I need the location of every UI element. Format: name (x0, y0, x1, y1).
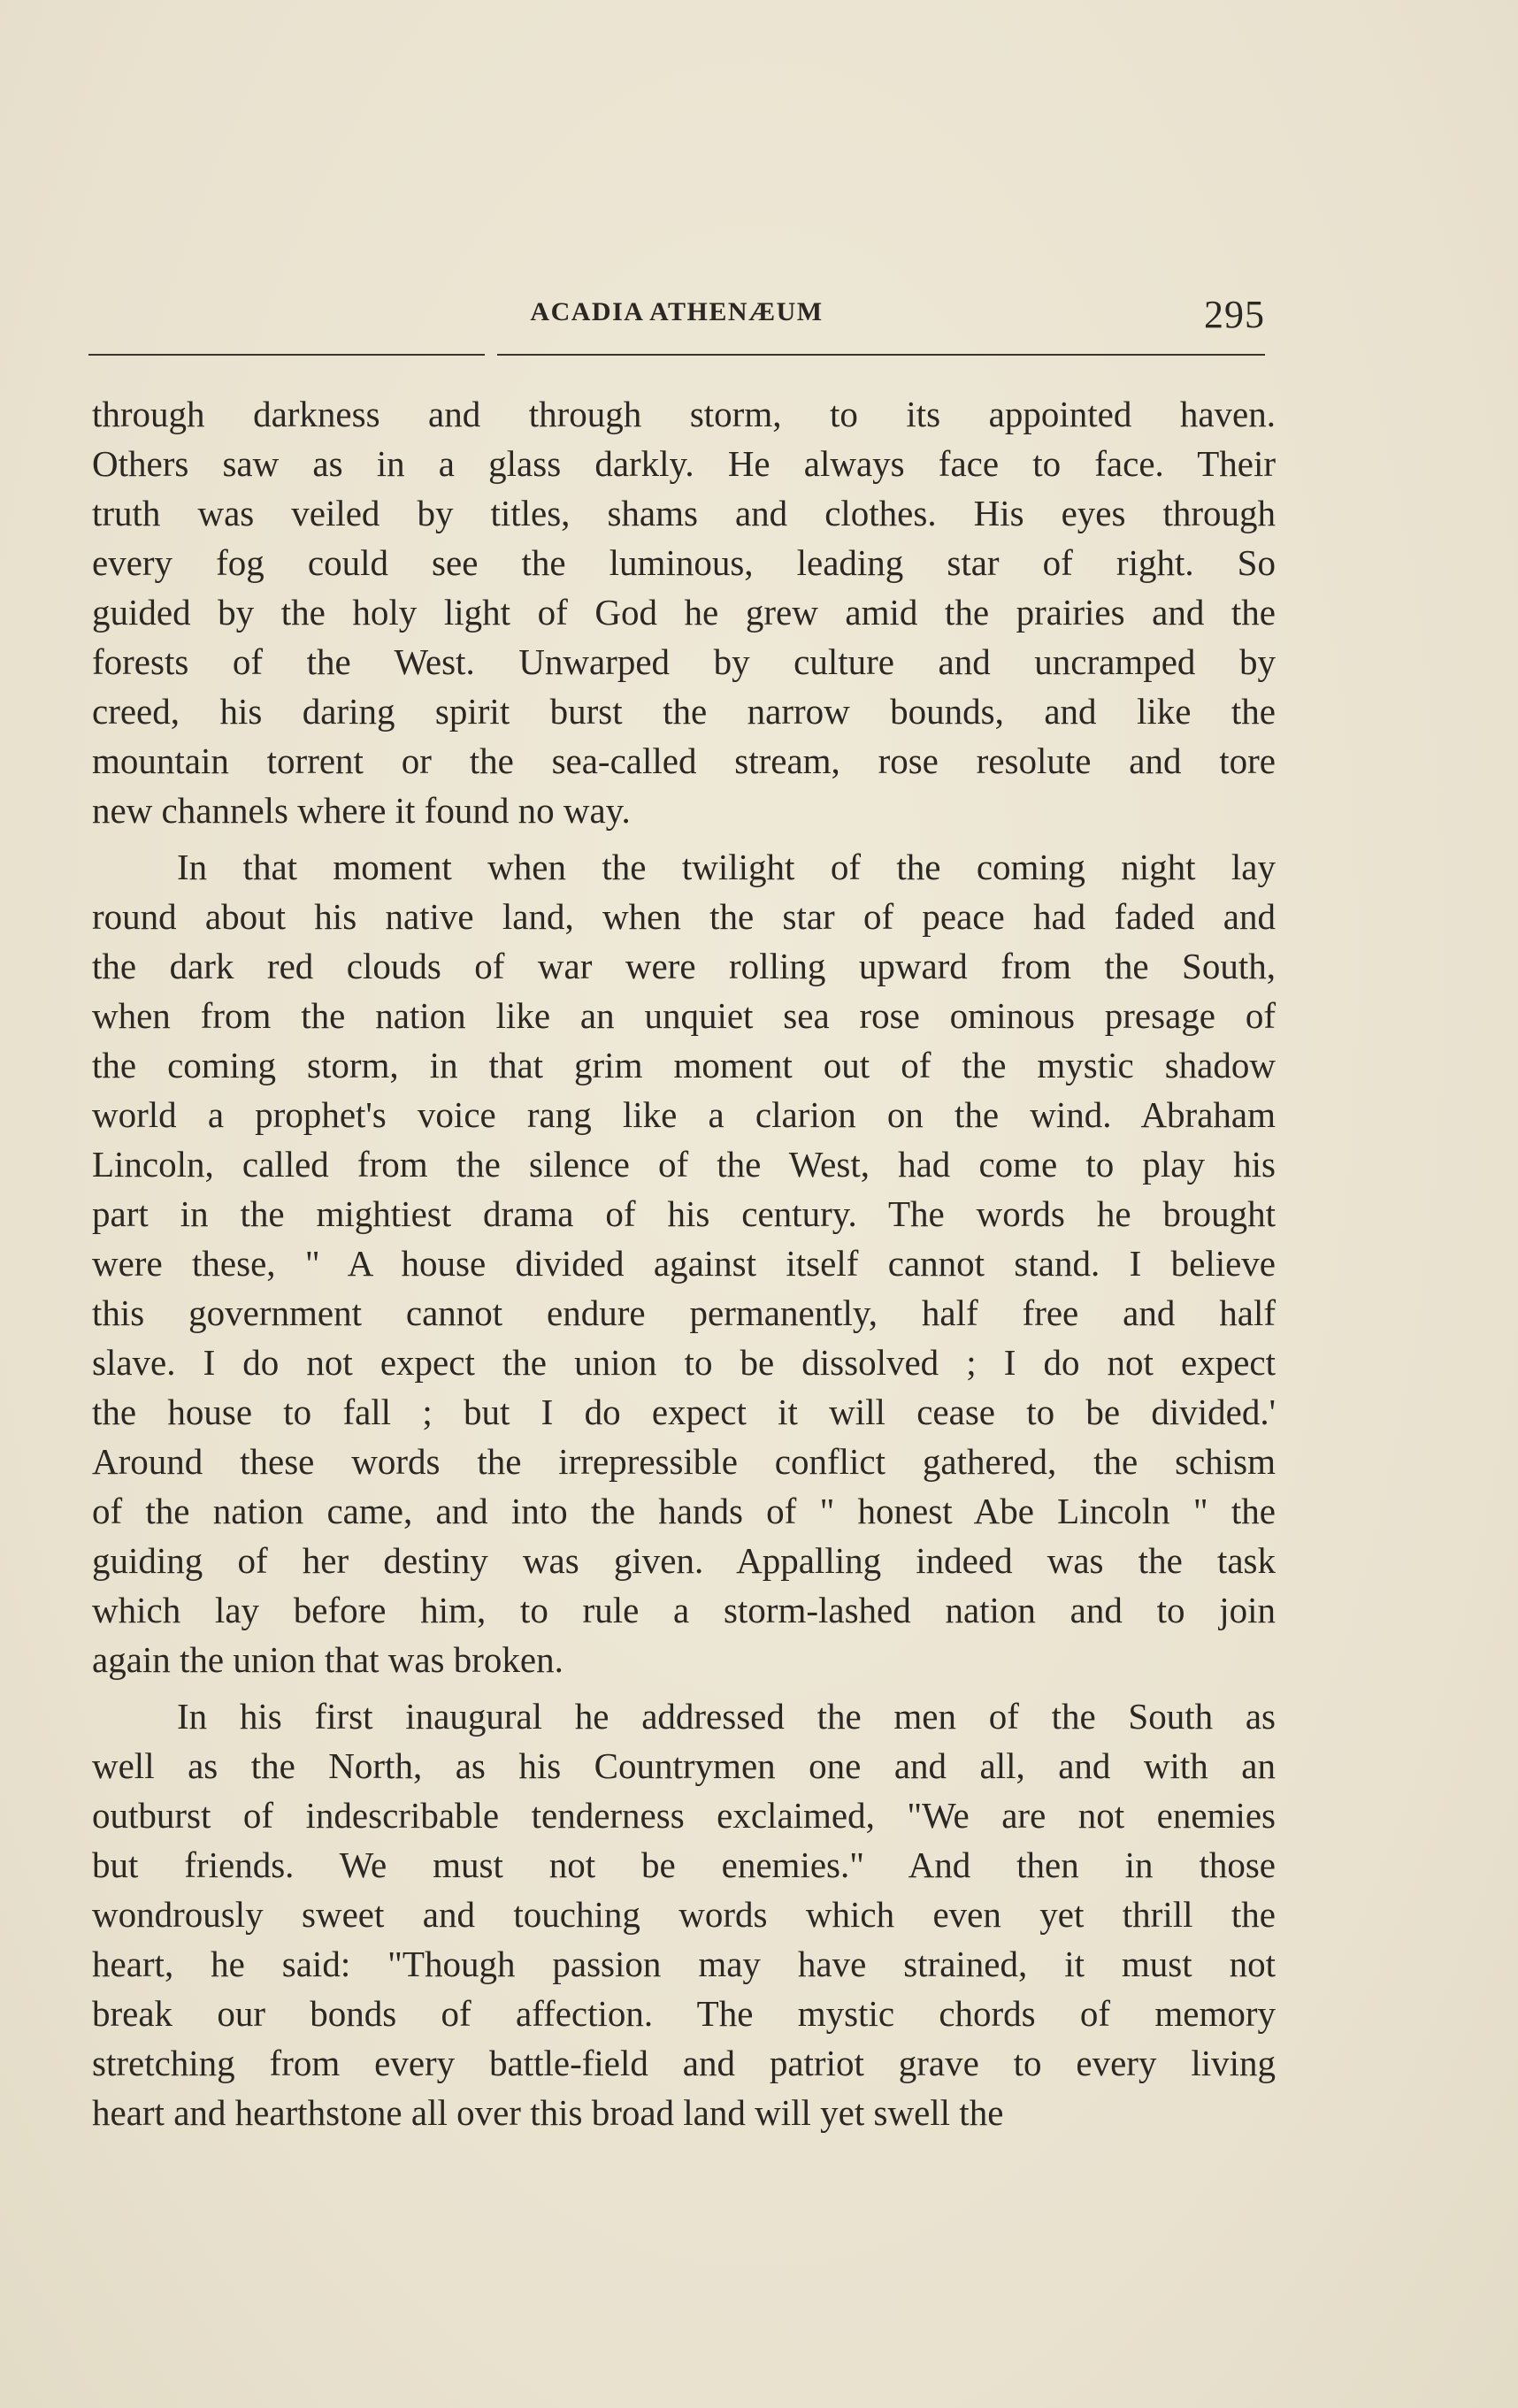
text-line: Others saw as in a glass darkly. He always face to face. Their (92, 443, 1276, 484)
text-line: round about his native land, when the star of peace had faded and (92, 896, 1276, 937)
text-line: the dark red clouds of war were rolling upward from the South, (92, 946, 1276, 986)
text-line: the coming storm, in that grim moment out of the mystic shadow (92, 1045, 1276, 1085)
text-line: slave. I do not expect the union to be dissolved ; I do not expect (92, 1342, 1276, 1383)
text-line: part in the mightiest drama of his century. The words he brought (92, 1193, 1276, 1234)
running-head: ACADIA ATHENÆUM (530, 297, 824, 326)
header-rule-right (497, 354, 1265, 356)
text-line: heart and hearthstone all over this broad land will yet swell the (92, 2092, 1004, 2133)
paragraph (92, 842, 1276, 1684)
text-line: world a prophet's voice rang like a clarion on the wind. Abraham (92, 1094, 1276, 1135)
text-line: truth was veiled by titles, shams and clothes. His eyes through (92, 493, 1276, 533)
text-line: when from the nation like an unquiet sea rose ominous presage of (92, 995, 1276, 1036)
page-header (88, 288, 1265, 341)
page-number: 295 (1204, 293, 1265, 336)
text-line: guided by the holy light of God he grew amid the prairies and the (92, 592, 1276, 633)
text-line: mountain torrent or the sea-called stream, rose resolute and tore (92, 740, 1276, 781)
text-line: outburst of indescribable tenderness exclaimed, "We are not enemies (92, 1795, 1276, 1836)
text-line: but friends. We must not be enemies." And then in those (92, 1844, 1276, 1885)
paragraph-gap (92, 835, 1276, 842)
text-line: which lay before him, to rule a storm-lashed nation and to join (92, 1590, 1276, 1630)
text-line: of the nation came, and into the hands of " honest Abe Lincoln " the (92, 1491, 1276, 1531)
paragraph (92, 389, 1276, 835)
text-line: this government cannot endure permanently, half free and half (92, 1292, 1276, 1333)
text-line: new channels where it found no way. (92, 790, 631, 831)
text-line: the house to fall ; but I do expect it will cease to be divided.' (92, 1392, 1276, 1432)
text-line: well as the North, as his Countrymen one and all, and with an (92, 1745, 1276, 1786)
text-line: guiding of her destiny was given. Appalling indeed was the task (92, 1540, 1276, 1581)
text-line: wondrously sweet and touching words which even yet thrill the (92, 1894, 1276, 1935)
paragraph (92, 1691, 1276, 2137)
text-line: creed, his daring spirit burst the narrow bounds, and like the (92, 691, 1276, 732)
text-line: were these, " A house divided against itself cannot stand. I believe (92, 1243, 1276, 1284)
text-line: heart, he said: "Though passion may have strained, it must not (92, 1944, 1276, 1984)
text-line: again the union that was broken. (92, 1639, 564, 1680)
text-line: forests of the West. Unwarped by culture and uncramped by (92, 641, 1276, 682)
text-line: In that moment when the twilight of the coming night lay (177, 847, 1276, 887)
text-line: through darkness and through storm, to its appointed haven. (92, 394, 1276, 434)
text-line: break our bonds of affection. The mystic chords of memory (92, 1993, 1276, 2034)
text-line: every fog could see the luminous, leading star of right. So (92, 542, 1276, 583)
paragraph-gap (92, 1684, 1276, 1691)
text-line: Around these words the irrepressible conflict gathered, the schism (92, 1441, 1276, 1482)
text-line: In his first inaugural he addressed the men of the South as (177, 1696, 1276, 1737)
header-rule-left (88, 354, 485, 356)
text-line: stretching from every battle-field and patriot grave to every living (92, 2043, 1276, 2083)
text-line: Lincoln, called from the silence of the West, had come to play his (92, 1144, 1276, 1185)
body-text (92, 389, 1276, 2137)
